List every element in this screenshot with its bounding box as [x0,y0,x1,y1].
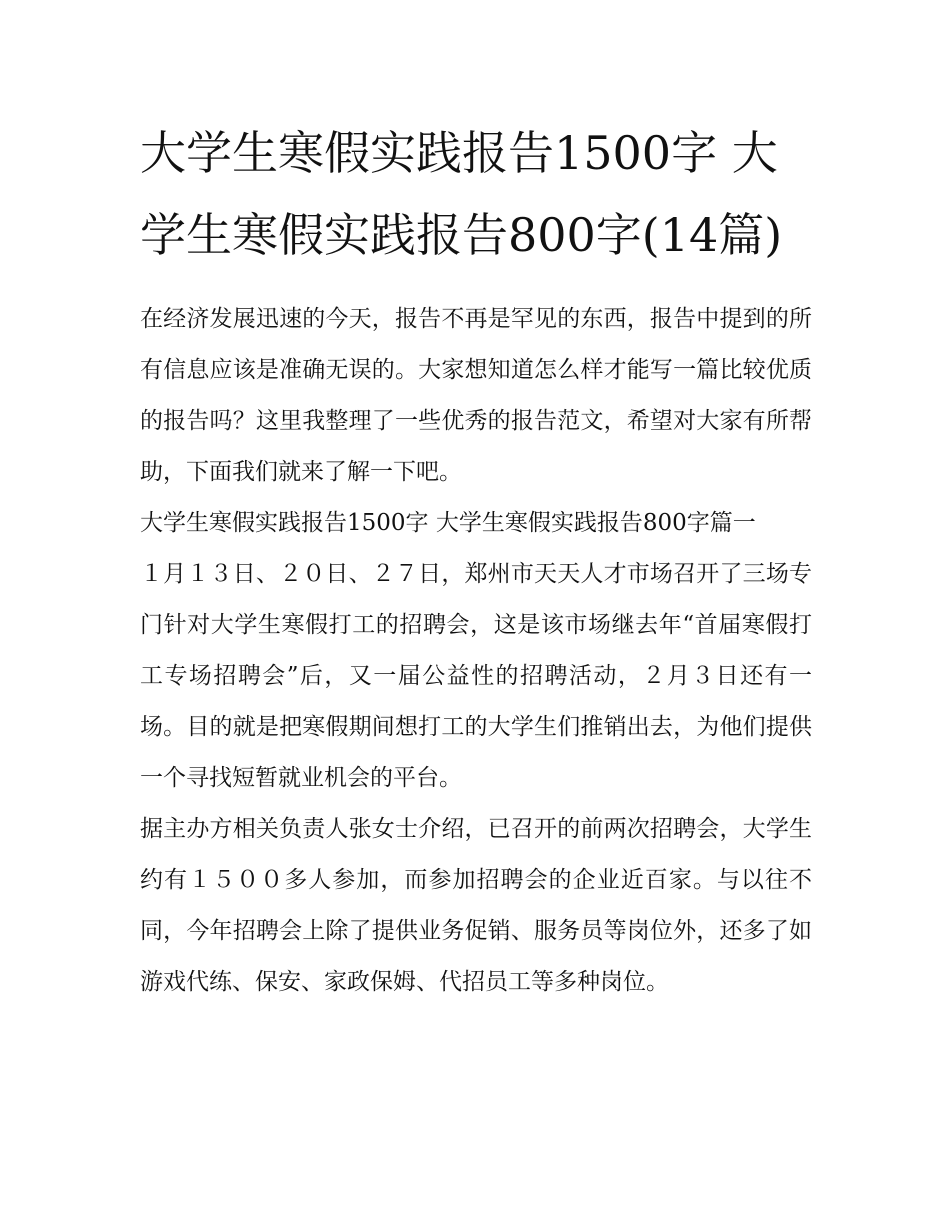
intro-paragraph: 在经济发展迅速的今天，报告不再是罕见的东西，报告中提到的所有信息应该是准确无误的。大家想知道怎么样才能写一篇比较优质的报告吗？这里我整理了一些优秀的报告范文，希望对大家有所帮助，下面我们就来了解一下吧。 [140,306,812,485]
body-paragraph: 据主办方相关负责人张女士介绍，已召开的前两次招聘会，大学生约有１５００多人参加，而参加招聘会的企业近百家。与以往不同，今年招聘会上除了提供业务促销、服务员等岗位外，还多了如游戏代练、保安、家政保姆、代招员工等多种岗位。 [140,816,812,995]
section-heading: 大学生寒假实践报告1500字 大学生寒假实践报告800字篇一 [140,510,756,536]
body-paragraph: １月１３日、２０日、２７日，郑州市天天人才市场召开了三场专门针对大学生寒假打工的招聘会，这是该市场继去年“首届寒假打工专场招聘会”后，又一届公益性的招聘活动，２月３日还有一场。目的就是把寒假期间想打工的大学生们推销出去，为他们提供一个寻找短暂就业机会的平台。 [140,561,812,791]
document-title: 大学生寒假实践报告1500字 大学生寒假实践报告800字(14篇) [140,126,783,262]
